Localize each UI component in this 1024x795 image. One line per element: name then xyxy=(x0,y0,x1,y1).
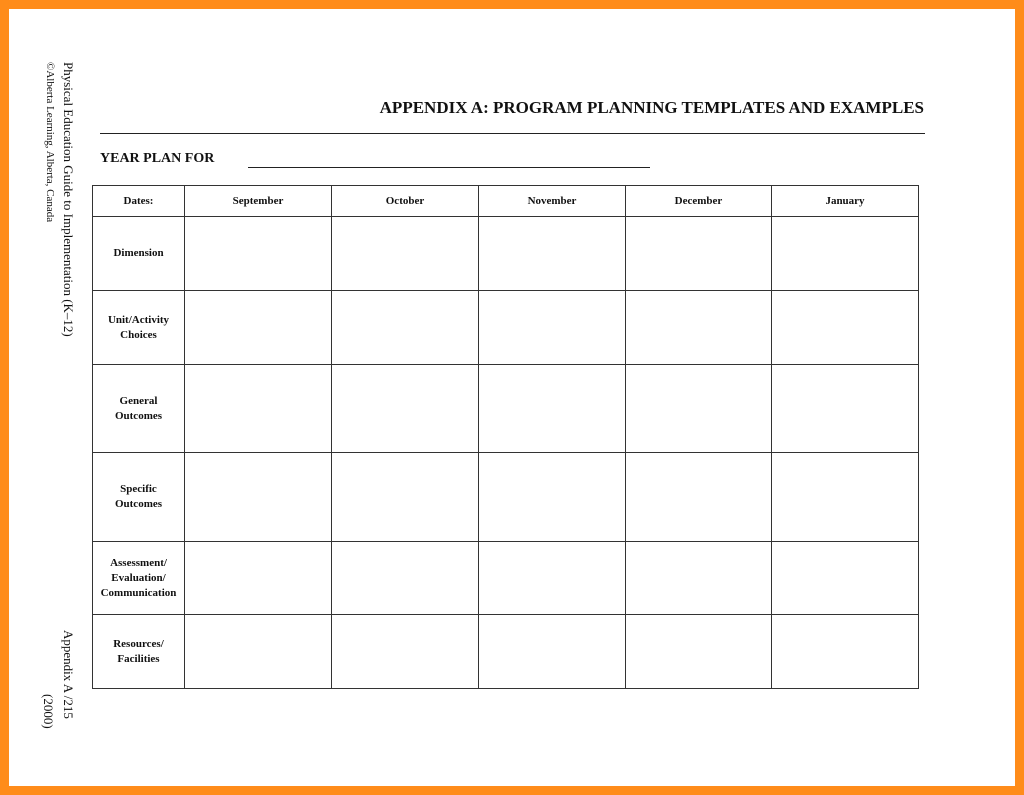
plan-cell[interactable] xyxy=(332,365,479,453)
table-header-row xyxy=(93,186,919,217)
plan-cell[interactable] xyxy=(332,615,479,689)
row-label-specific-outcomes: Specific Outcomes xyxy=(93,453,185,542)
year-plan-fill-line xyxy=(248,167,650,168)
year-plan-table xyxy=(92,185,919,689)
plan-cell[interactable] xyxy=(626,453,772,542)
month-header: September xyxy=(185,186,332,217)
plan-cell[interactable] xyxy=(772,453,919,542)
table-row xyxy=(93,365,919,453)
plan-cell[interactable] xyxy=(479,542,626,615)
plan-cell[interactable] xyxy=(479,453,626,542)
title-divider xyxy=(100,133,925,134)
plan-cell[interactable] xyxy=(772,291,919,365)
row-label-resources: Resources/ Facilities xyxy=(93,615,185,689)
side-publication-title: Physical Education Guide to Implementation (K–12) xyxy=(61,62,76,337)
plan-cell[interactable] xyxy=(185,542,332,615)
plan-cell[interactable] xyxy=(185,217,332,291)
plan-cell[interactable] xyxy=(772,365,919,453)
plan-cell[interactable] xyxy=(479,615,626,689)
plan-cell[interactable] xyxy=(626,542,772,615)
plan-cell[interactable] xyxy=(626,217,772,291)
plan-cell[interactable] xyxy=(479,291,626,365)
plan-cell[interactable] xyxy=(332,291,479,365)
year-plan-label: YEAR PLAN FOR xyxy=(100,151,215,166)
table-row xyxy=(93,217,919,291)
month-header: October xyxy=(332,186,479,217)
row-label-general-outcomes: General Outcomes xyxy=(93,365,185,453)
plan-cell[interactable] xyxy=(185,365,332,453)
plan-cell[interactable] xyxy=(479,365,626,453)
plan-cell[interactable] xyxy=(332,542,479,615)
plan-cell[interactable] xyxy=(626,291,772,365)
plan-cell[interactable] xyxy=(332,453,479,542)
row-label-assessment: Assessment/ Evaluation/ Communication xyxy=(93,542,185,615)
row-label-unit-activity: Unit/Activity Choices xyxy=(93,291,185,365)
plan-cell[interactable] xyxy=(185,453,332,542)
plan-cell[interactable] xyxy=(332,217,479,291)
month-header: December xyxy=(626,186,772,217)
plan-cell[interactable] xyxy=(185,291,332,365)
plan-cell[interactable] xyxy=(185,615,332,689)
page-reference: Appendix A /215 xyxy=(61,630,76,719)
side-copyright: ©Alberta Learning, Alberta, Canada xyxy=(44,62,56,223)
table-row xyxy=(93,291,919,365)
month-header: November xyxy=(479,186,626,217)
page-title: APPENDIX A: PROGRAM PLANNING TEMPLATES AND EXAMPLES xyxy=(379,98,924,117)
table-row xyxy=(93,615,919,689)
table-row xyxy=(93,453,919,542)
plan-cell[interactable] xyxy=(626,615,772,689)
plan-cell[interactable] xyxy=(772,542,919,615)
plan-cell[interactable] xyxy=(772,615,919,689)
table-row xyxy=(93,542,919,615)
row-label-dimension: Dimension xyxy=(93,217,185,291)
month-header: January xyxy=(772,186,919,217)
plan-cell[interactable] xyxy=(772,217,919,291)
corner-header: Dates: xyxy=(93,186,185,217)
page-year: (2000) xyxy=(41,694,56,729)
plan-cell[interactable] xyxy=(479,217,626,291)
plan-cell[interactable] xyxy=(626,365,772,453)
